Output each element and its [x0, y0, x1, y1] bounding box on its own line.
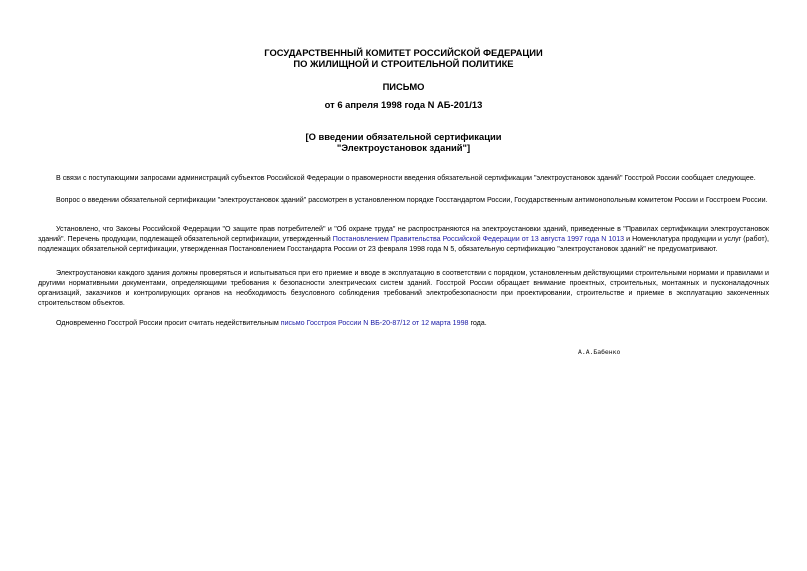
paragraph-3-text-before: Установлено, что Законы Российской Федерации "О защите прав потребителей" и "Об охране труда" не распространяются на электроустановки зданий, приведенные в "Правилах сертификации электроустановок зданий". Перечень продукции, подлежащей обязательной сертификации, утвержденный — [38, 225, 769, 243]
subject-line-1: [О введении обязательной сертификации — [305, 131, 502, 142]
document-subject — [0, 131, 807, 153]
paragraph-2: Вопрос о введении обязательной сертификации "электроустановок зданий" рассмотрен в установленном порядке Госстандартом России, Государственным антимонопольным комитетом России и Госстроем России. — [56, 196, 768, 204]
paragraph-5-text-after: года. — [468, 319, 487, 327]
document-date-number: от 6 апреля 1998 года N АБ-201/13 — [324, 99, 483, 110]
paragraph-5 — [38, 318, 769, 328]
paragraph-3 — [38, 224, 769, 254]
paragraph-4: Электроустановки каждого здания должны проверяться и испытываться при его приемке и вводе в эксплуатацию в соответствии с порядком, установленным действующими строительными нормами и правилами и другими нормативными документами, определяющими требования к безопасности электрических систем зданий. Госстрой России обращает внимание проектных, строительных, монтажных и пусконаладочных организаций, заказчиков и контролирующих органов на необходимость безусловного соблюдения требований электробезопасности при проектировании, строительстве и приемке в эксплуатацию законченных строительством объектов. — [38, 269, 769, 307]
subject-line-2: "Электроустановок зданий"] — [336, 142, 471, 153]
signatory-name: А.А.Бабенко — [578, 348, 621, 356]
document-type: ПИСЬМО — [382, 81, 425, 92]
gosstroy-letter-link[interactable]: письмо Госстроя России N ВБ-20-87/12 от 12 марта 1998 — [280, 319, 469, 327]
government-decree-link[interactable]: Постановлением Правительства Российской Федерации от 13 августа 1997 года N 1013 — [332, 235, 625, 243]
organization-line-1: ГОСУДАРСТВЕННЫЙ КОМИТЕТ РОССИЙСКОЙ ФЕДЕРАЦИИ — [264, 47, 543, 58]
paragraph-1: В связи с поступающими запросами администраций субъектов Российской Федерации о правомерности введения обязательной сертификации "электроустановок зданий" Госстрой России сообщает следующее. — [56, 174, 756, 182]
paragraph-3-text-after: и Номенклатура продукции и услуг (работ), подлежащих обязательной сертификации, утвержденная Постановлением Госстандарта России от 23 февраля 1998 года N 5, обязательную сертификацию "электроустановок зданий" не предусматривают. — [38, 235, 769, 253]
paragraph-5-text-before: Одновременно Госстрой России просит считать недействительным — [56, 319, 281, 327]
issuing-organization — [0, 47, 807, 69]
organization-line-2: ПО ЖИЛИЩНОЙ И СТРОИТЕЛЬНОЙ ПОЛИТИКЕ — [293, 58, 514, 69]
